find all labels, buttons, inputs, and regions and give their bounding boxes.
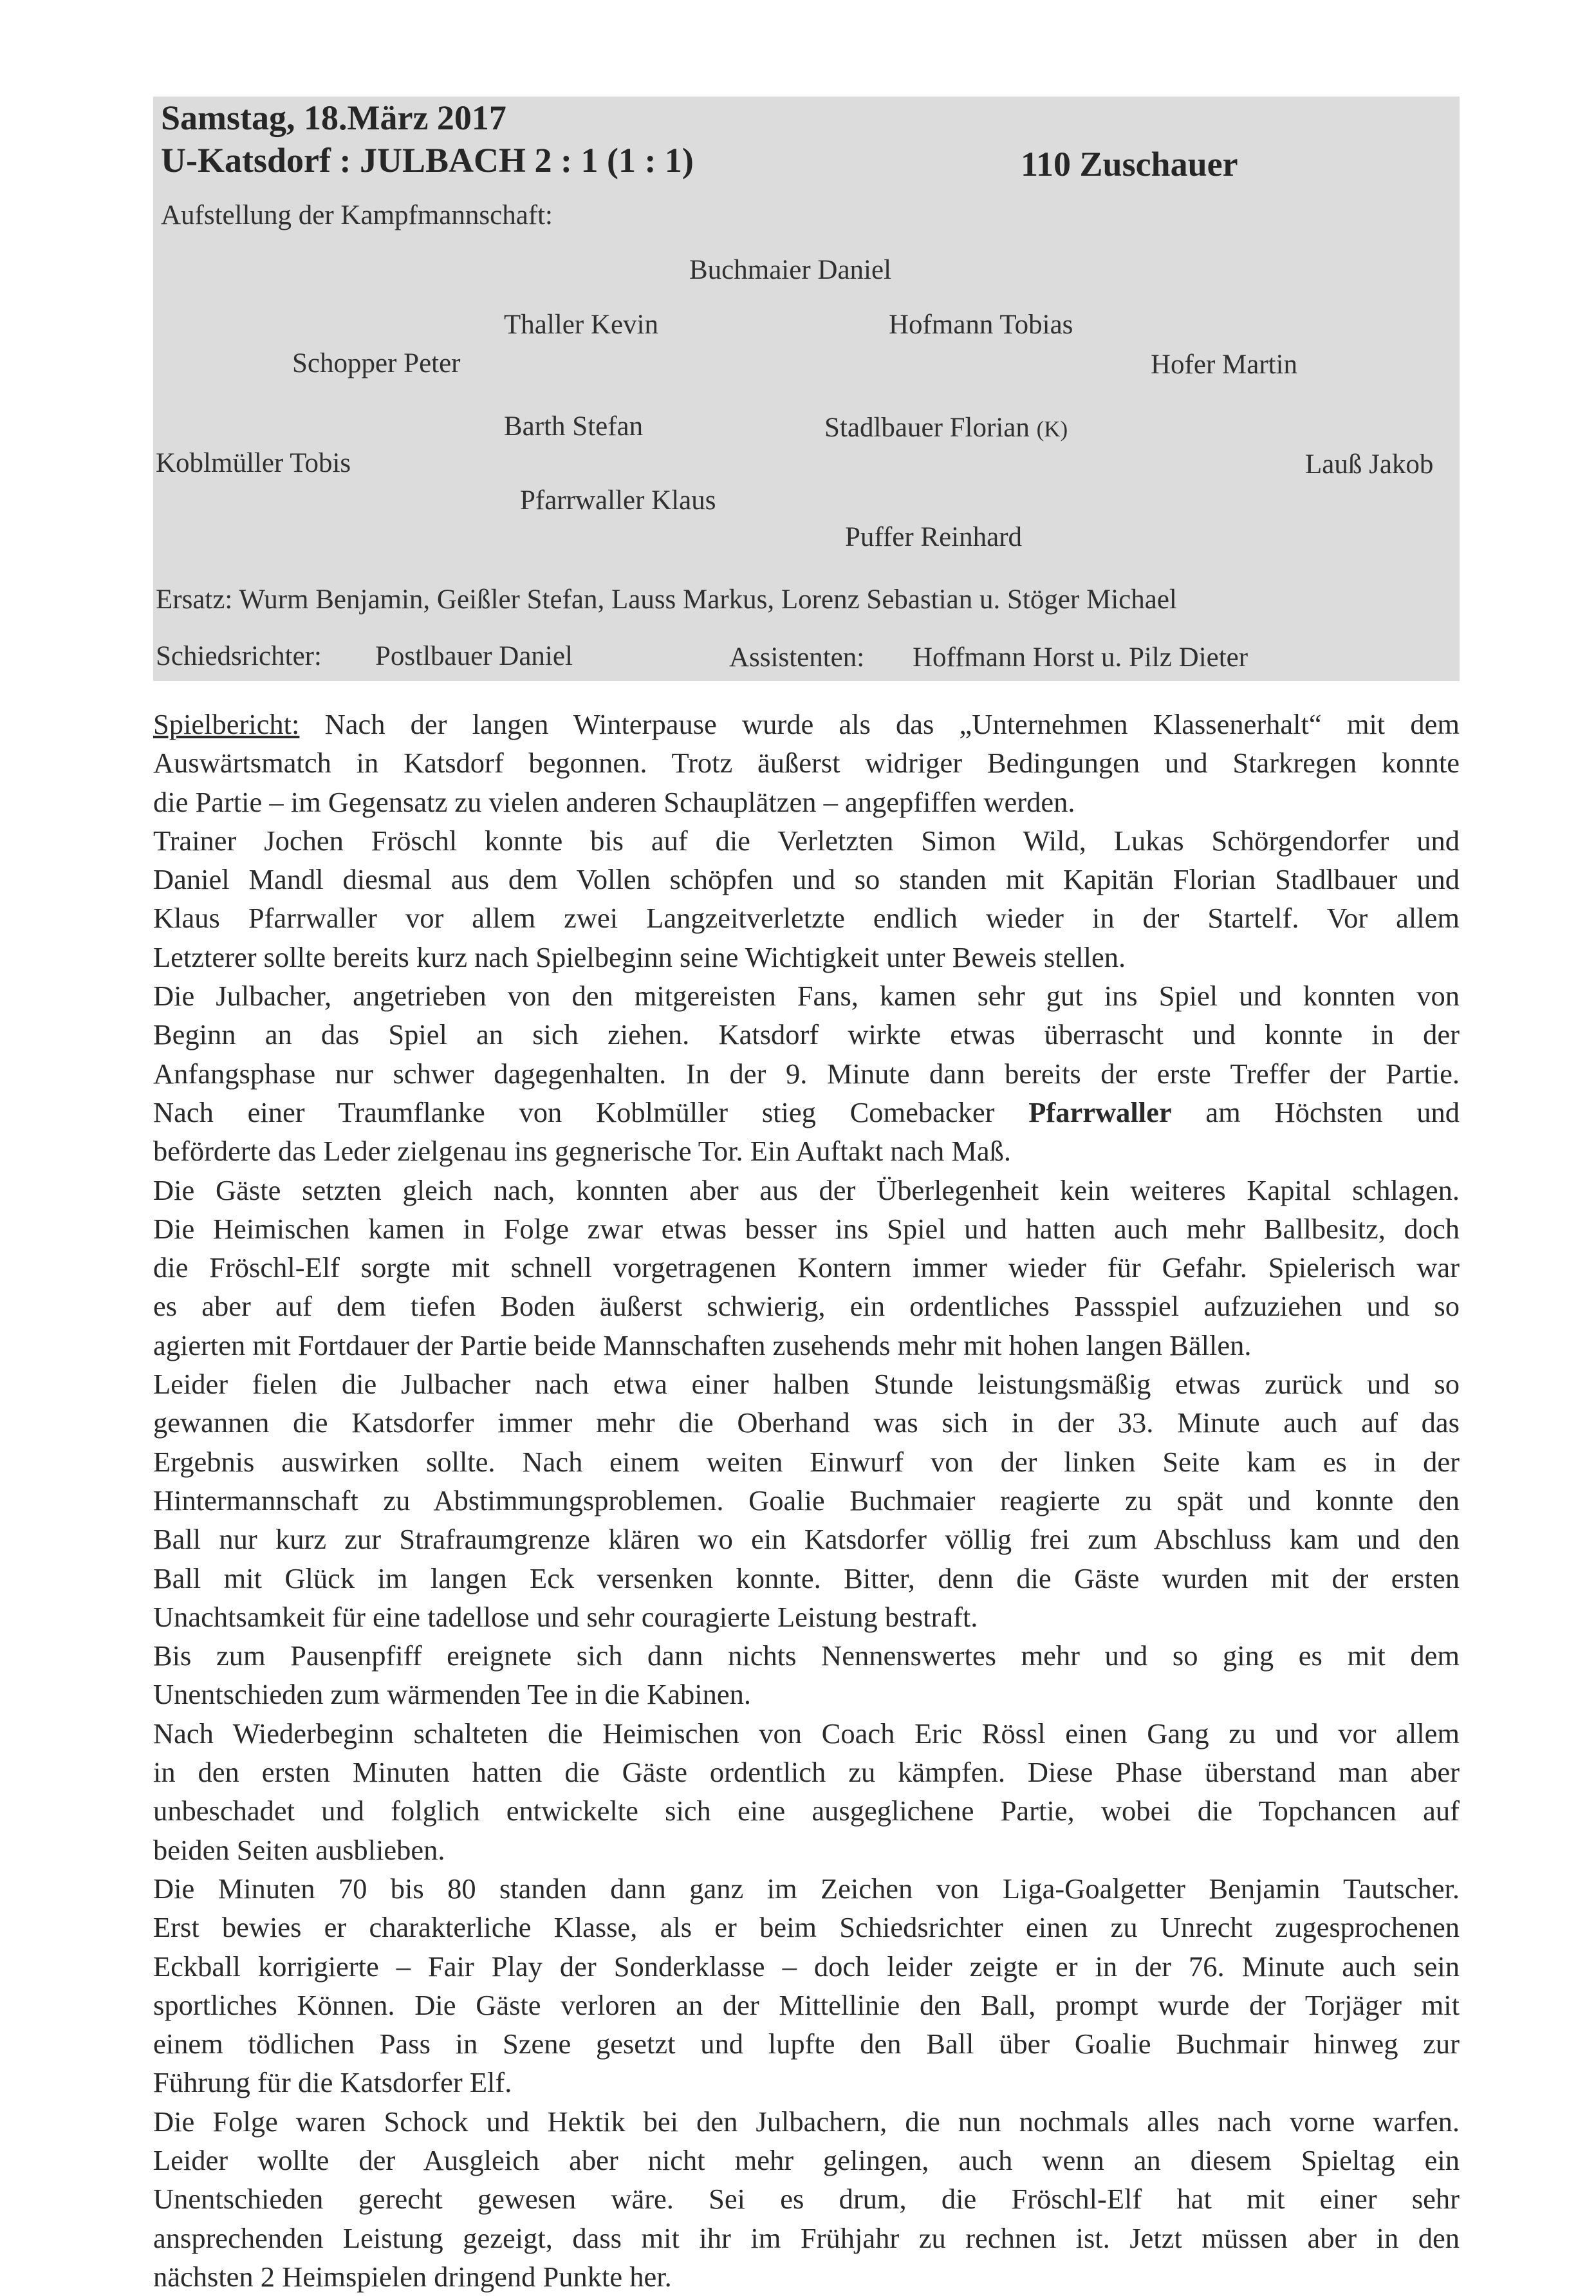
report-line: unbeschadet und folglich entwickelte sich eine ausgeglichene Partie, wobei die Topchancen auf bbox=[153, 1795, 1460, 1827]
report-line: beiden Seiten ausblieben. bbox=[153, 1833, 445, 1866]
report-line: es aber auf dem tiefen Boden äußerst schwierig, ein ordentliches Passspiel aufzuziehen und so bbox=[153, 1290, 1460, 1323]
report-line: Hintermannschaft zu Abstimmungsproblemen. Goalie Buchmaier reagierte zu spät und konnte den bbox=[153, 1484, 1460, 1517]
report-line: Die Gäste setzten gleich nach, konnten aber aus der Überlegenheit kein weiteres Kapital schlagen. bbox=[153, 1173, 1460, 1206]
report-line: Spielbericht: Nach der langen Winterpause wurde als das „Unternehmen Klassenerhalt“ mit dem bbox=[153, 708, 1460, 740]
match-result: U-Katsdorf : JULBACH 2 : 1 (1 : 1) bbox=[161, 141, 694, 180]
assistants-label: Assistenten: bbox=[729, 642, 865, 673]
match-date: Samstag, 18.März 2017 bbox=[161, 98, 506, 137]
report-line: Daniel Mandl diesmal aus dem Vollen schöpfen und so standen mit Kapitän Florian Stadlbauer und bbox=[153, 863, 1460, 896]
report-line: Trainer Jochen Fröschl konnte bis auf die Verletzten Simon Wild, Lukas Schörgendorfer und bbox=[153, 824, 1460, 857]
report-line: Bis zum Pausenpfiff ereignete sich dann nichts Nennenswertes mehr und so ging es mit dem bbox=[153, 1639, 1460, 1672]
player-rw: Lauß Jakob bbox=[1305, 449, 1434, 480]
player-st: Puffer Reinhard bbox=[845, 522, 1023, 552]
report-line: in den ersten Minuten hatten die Gäste ordentlich zu kämpfen. Diese Phase überstand man aber bbox=[153, 1756, 1460, 1789]
report-line: Unentschieden zum wärmenden Tee in die Kabinen. bbox=[153, 1678, 752, 1711]
report-line: Unachtsamkeit für eine tadellose und sehr couragierte Leistung bestraft. bbox=[153, 1600, 978, 1633]
report-line: Nach Wiederbeginn schalteten die Heimischen von Coach Eric Rössl einen Gang zu und vor allem bbox=[153, 1717, 1460, 1750]
player-rb: Hofer Martin bbox=[1151, 350, 1298, 380]
report-line: Letzterer sollte bereits kurz nach Spielbeginn seine Wichtigkeit unter Beweis stellen. bbox=[153, 940, 1126, 973]
report-line: die Partie – im Gegensatz zu vielen anderen Schauplätzen – angepfiffen werden. bbox=[153, 785, 1075, 818]
report-line: Die Julbacher, angetrieben von den mitgereisten Fans, kamen sehr gut ins Spiel und konnten von bbox=[153, 980, 1460, 1013]
referee-name: Postlbauer Daniel bbox=[375, 641, 573, 671]
player-cb-right: Hofmann Tobias bbox=[889, 310, 1073, 340]
match-header-box bbox=[153, 97, 1460, 681]
report-line: Anfangsphase nur schwer dagegenhalten. In der 9. Minute dann bereits der erste Treffer der Partie. bbox=[153, 1057, 1460, 1090]
report-line: Die Heimischen kamen in Folge zwar etwas besser ins Spiel und hatten auch mehr Ballbesitz, doch bbox=[153, 1212, 1460, 1245]
report-line: Leider wollte der Ausgleich aber nicht mehr gelingen, auch wenn an diesem Spieltag ein bbox=[153, 2143, 1460, 2176]
report-label: Spielbericht: bbox=[153, 708, 300, 740]
player-goalkeeper: Buchmaier Daniel bbox=[689, 255, 892, 285]
report-line: agierten mit Fortdauer der Partie beide Mannschaften zusehends mehr mit hohen langen Bällen. bbox=[153, 1329, 1252, 1361]
referee-label: Schiedsrichter: bbox=[156, 641, 322, 671]
report-line: Führung für die Katsdorfer Elf. bbox=[153, 2066, 512, 2099]
player-lw: Koblmüller Tobis bbox=[156, 448, 351, 478]
report-line: nächsten 2 Heimspielen dringend Punkte her. bbox=[153, 2260, 672, 2293]
player-cm-right-name: Stadlbauer Florian bbox=[824, 413, 1030, 443]
lineup-title: Aufstellung der Kampfmannschaft: bbox=[161, 200, 553, 230]
spectator-count: 110 Zuschauer bbox=[1021, 145, 1238, 183]
report-line: Beginn an das Spiel an sich ziehen. Katsdorf wirkte etwas überrascht und konnte in der bbox=[153, 1018, 1460, 1051]
report-line: Leider fielen die Julbacher nach etwa einer halben Stunde leistungsmäßig etwas zurück und so bbox=[153, 1368, 1460, 1401]
report-line: Die Minuten 70 bis 80 standen dann ganz im Zeichen von Liga-Goalgetter Benjamin Tautscher. bbox=[153, 1872, 1460, 1905]
captain-mark: (K) bbox=[1036, 416, 1068, 442]
report-line: einem tödlichen Pass in Szene gesetzt und lupfte den Ball über Goalie Buchmair hinweg zur bbox=[153, 2028, 1460, 2060]
report-line: ansprechenden Leistung gezeigt, dass mit ihr im Frühjahr zu rechnen ist. Jetzt müssen aber in den bbox=[153, 2221, 1460, 2254]
report-line: Ergebnis auswirken sollte. Nach einem weiten Einwurf von der linken Seite kam es in der bbox=[153, 1445, 1460, 1478]
report-line: Erst bewies er charakterliche Klasse, als er beim Schiedsrichter einen zu Unrecht zugesprochenen bbox=[153, 1911, 1460, 1944]
report-line: Klaus Pfarrwaller vor allem zwei Langzeitverletzte endlich wieder in der Startelf. Vor allem bbox=[153, 902, 1460, 935]
report-line: Die Folge waren Schock und Hektik bei den Julbachern, die nun nochmals alles nach vorne warfen. bbox=[153, 2105, 1460, 2138]
report-line: gewannen die Katsdorfer immer mehr die Oberhand was sich in der 33. Minute auch auf das bbox=[153, 1406, 1460, 1439]
player-cm-right bbox=[824, 412, 1068, 443]
report-line: die Fröschl-Elf sorgte mit schnell vorgetragenen Kontern immer wieder für Gefahr. Spielerisch war bbox=[153, 1251, 1460, 1284]
substitutes-line: Ersatz: Wurm Benjamin, Geißler Stefan, Lauss Markus, Lorenz Sebastian u. Stöger Michael bbox=[156, 584, 1177, 615]
player-cm-left: Barth Stefan bbox=[504, 411, 644, 442]
report-line: Auswärtsmatch in Katsdorf begonnen. Trotz äußerst widriger Bedingungen und Starkregen konnte bbox=[153, 747, 1460, 779]
assistants-names: Hoffmann Horst u. Pilz Dieter bbox=[913, 642, 1248, 673]
report-line: Unentschieden gerecht gewesen wäre. Sei es drum, die Fröschl-Elf hat mit einer sehr bbox=[153, 2183, 1460, 2216]
scorer-name: Pfarrwaller bbox=[1028, 1096, 1172, 1128]
report-line: Eckball korrigierte – Fair Play der Sonderklasse – doch leider zeigte er in der 76. Minute auch sein bbox=[153, 1950, 1460, 1983]
report-line: Ball nur kurz zur Strafraumgrenze klären wo ein Katsdorfer völlig frei zum Abschluss kam und den bbox=[153, 1523, 1460, 1556]
player-am: Pfarrwaller Klaus bbox=[520, 485, 716, 516]
report-line: Ball mit Glück im langen Eck versenken konnte. Bitter, denn die Gäste wurden mit der ersten bbox=[153, 1562, 1460, 1594]
player-lb: Schopper Peter bbox=[292, 348, 461, 378]
report-line: sportliches Können. Die Gäste verloren an der Mittellinie den Ball, prompt wurde der Torjäger mit bbox=[153, 1988, 1460, 2021]
player-cb-left: Thaller Kevin bbox=[504, 310, 658, 340]
report-line: Nach einer Traumflanke von Koblmüller stieg Comebacker Pfarrwaller am Höchsten und bbox=[153, 1096, 1460, 1128]
report-line: beförderte das Leder zielgenau ins gegnerische Tor. Ein Auftakt nach Maß. bbox=[153, 1135, 1012, 1168]
match-report bbox=[153, 705, 1460, 2296]
